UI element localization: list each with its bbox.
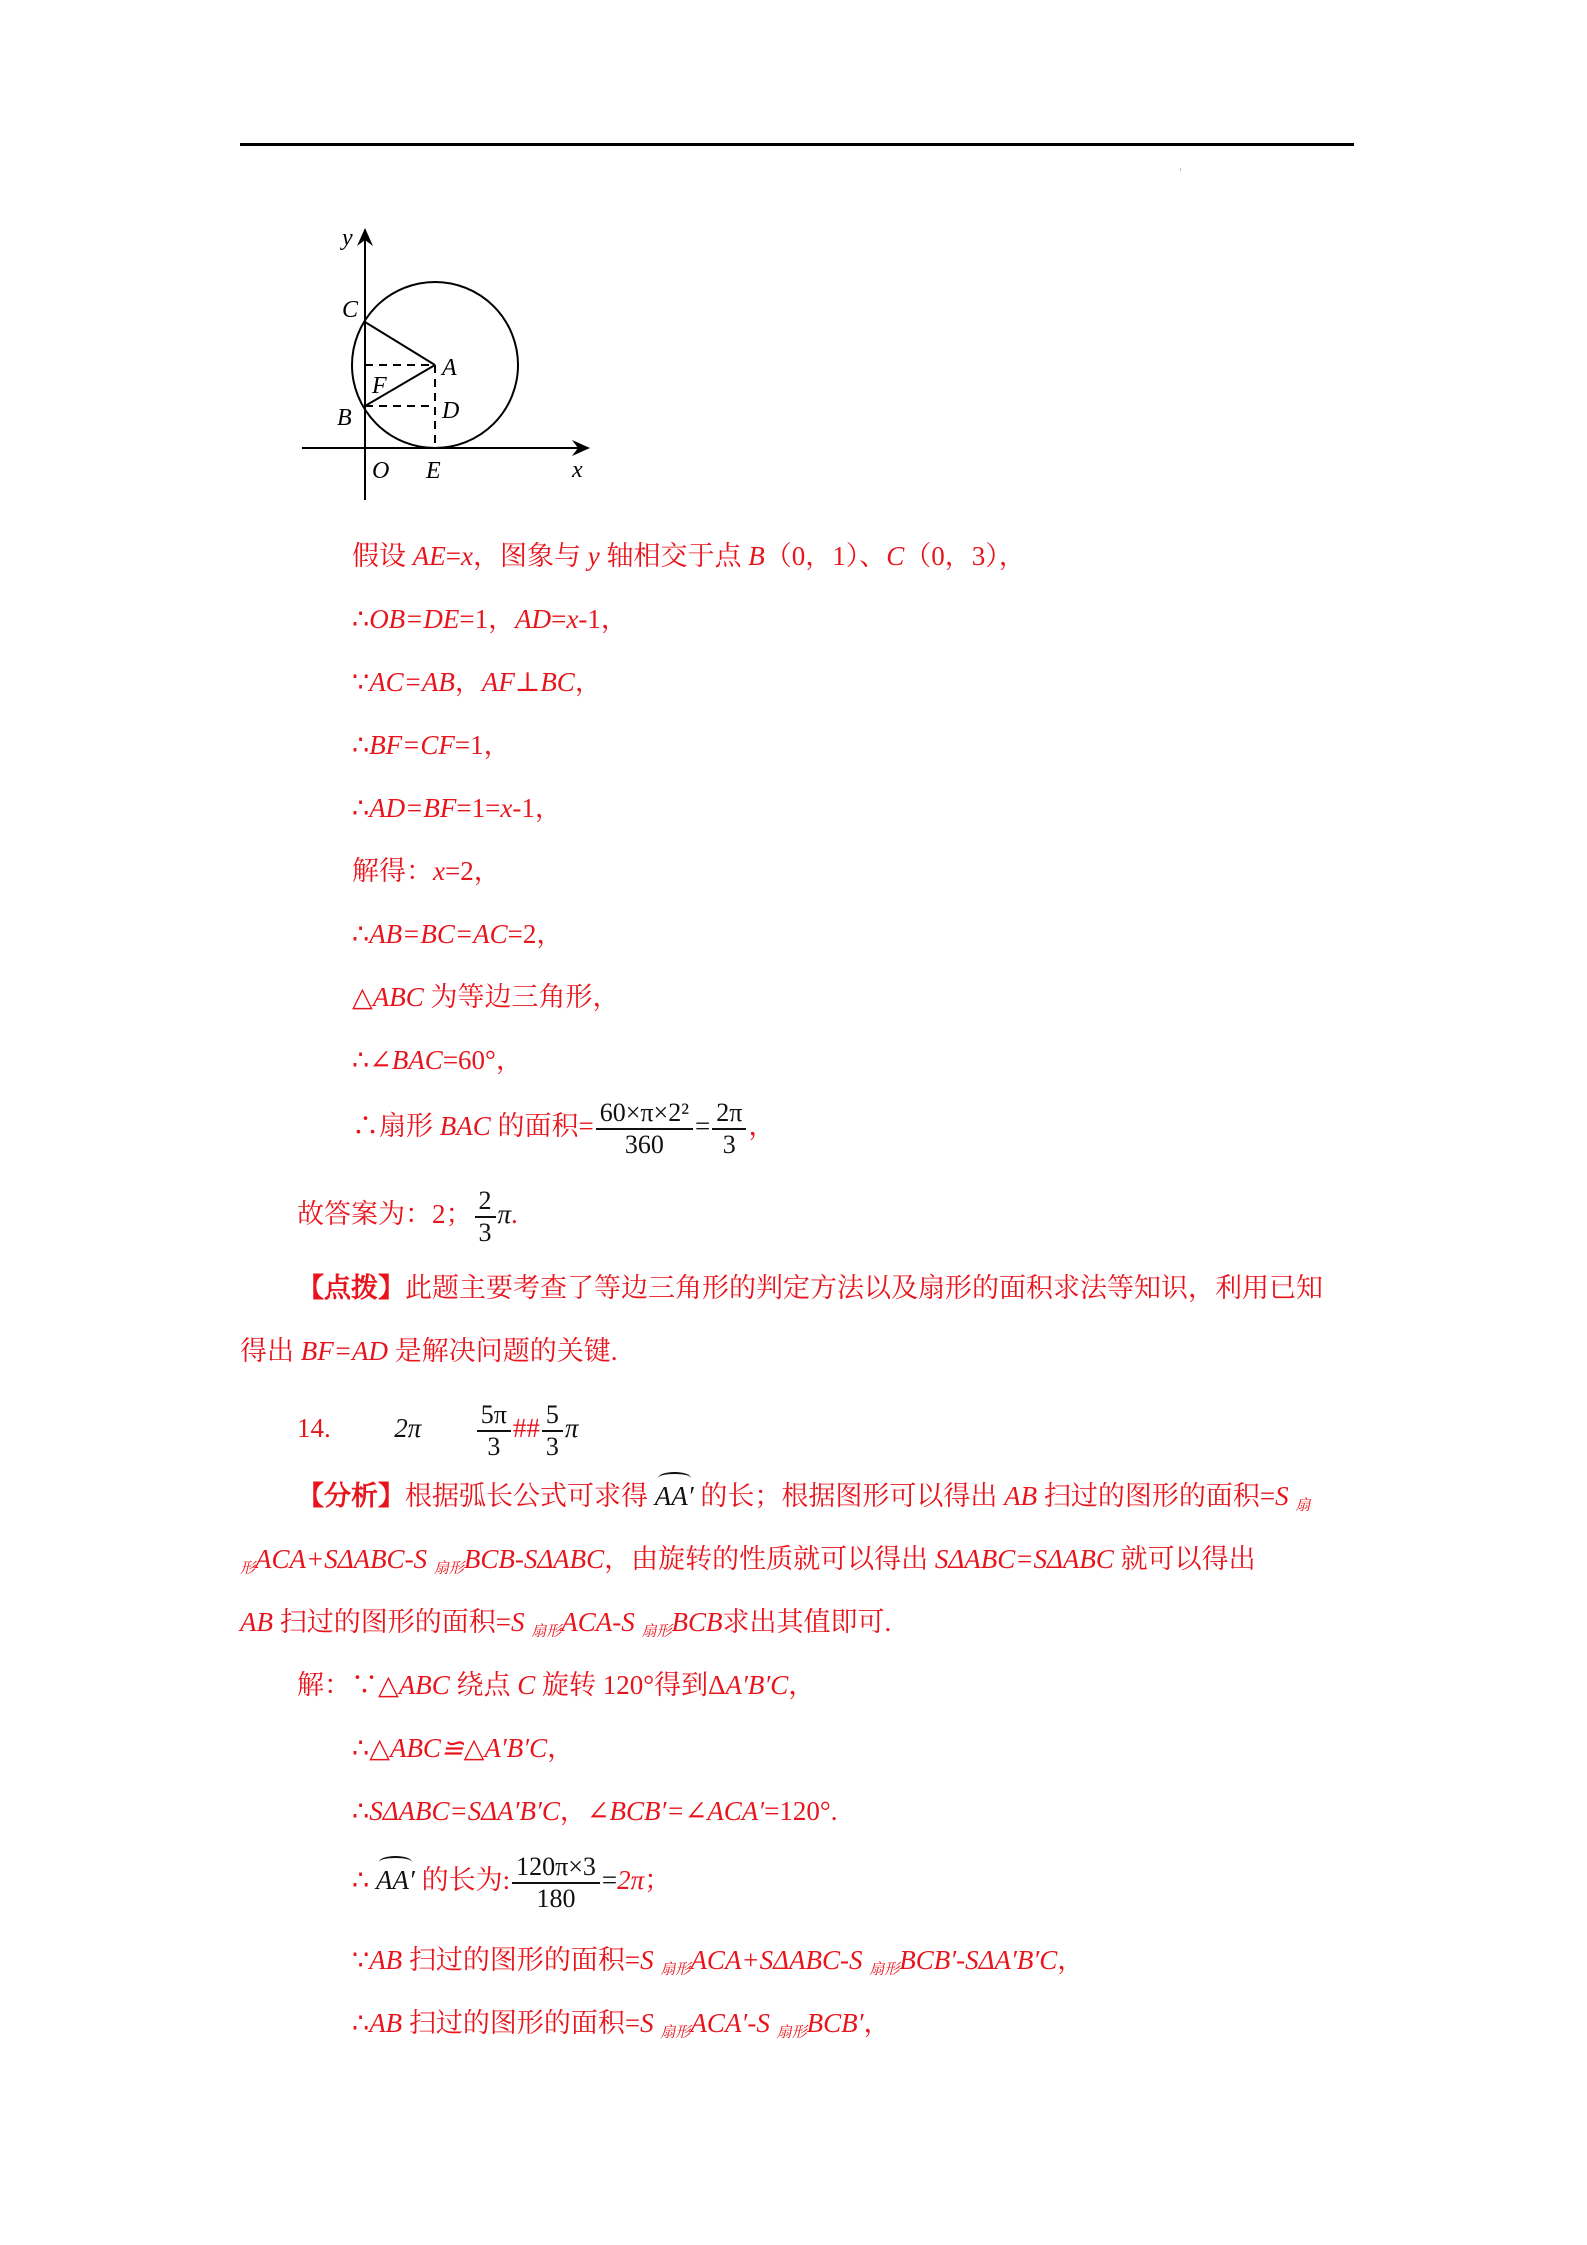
solution-line-5 (352, 790, 562, 826)
text-segment: π (564, 1413, 579, 1444)
text-segment: ∴ (352, 1733, 370, 1763)
label-y: y (342, 225, 353, 251)
text-segment: AF (481, 667, 515, 697)
text-segment: 扇形 (660, 2025, 691, 2041)
solution14-line-4 (352, 1852, 671, 1914)
text-segment: 得出 (240, 1336, 301, 1366)
label-b: B (337, 405, 352, 431)
text-segment: 的长为: (414, 1865, 511, 1896)
solution-line-7 (352, 916, 563, 952)
text-segment: =120°. (764, 1796, 838, 1826)
label-a: A (442, 355, 457, 381)
text-segment: ， (748, 1111, 776, 1142)
header-mark (1180, 168, 1181, 171)
label-f: F (372, 373, 387, 399)
tip-tag: 【点拨】 (297, 1273, 405, 1303)
text-segment: ， (574, 667, 602, 697)
analysis-line-3 (240, 1604, 891, 1650)
text-segment: ACA′-S (690, 2008, 777, 2038)
text-segment: Δ (708, 1670, 726, 1700)
label-x: x (572, 457, 583, 483)
arc-aa-prime-2: AA′ (376, 1862, 415, 1898)
text-segment: ∠BCB′=∠ACA′ (586, 1796, 765, 1826)
text-segment: ， (788, 1670, 816, 1700)
analysis-line-2 (240, 1541, 1256, 1587)
text-segment: 的面积= (490, 1111, 594, 1142)
text-segment: 扇 (1295, 1498, 1311, 1514)
text-segment: C (517, 1670, 536, 1700)
text-segment: 360 (624, 1130, 664, 1159)
text-segment: ∵ (352, 667, 370, 697)
text-segment: ∴ (352, 730, 370, 760)
text-segment: 60×π×2² (596, 1098, 693, 1130)
text-segment: ∴ (352, 793, 370, 823)
text-segment: 5π (477, 1400, 511, 1432)
text-segment: C (886, 541, 905, 571)
text-segment: BAC (439, 1111, 491, 1142)
text-segment: ∴ (352, 919, 370, 949)
text-segment: 扇形 (869, 1962, 900, 1978)
text-segment: ， (547, 1733, 575, 1763)
text-segment: ∠ (369, 1045, 392, 1075)
fraction-answer (475, 1186, 496, 1248)
text-segment: ∵ (351, 1670, 378, 1700)
text-segment: △ (352, 982, 373, 1012)
text-segment: S (640, 1945, 661, 1975)
text-segment: 扫过的图形的面积= (402, 1945, 641, 1975)
text-segment: ； (644, 1865, 672, 1896)
text-segment: ∴ (352, 2008, 370, 2038)
text-segment: SΔABC=SΔA (934, 1544, 1080, 1574)
text-segment: x (460, 541, 473, 571)
text-segment: BCB-SΔA (463, 1544, 570, 1574)
text-segment: ACA+SΔABC-S (690, 1945, 870, 1975)
text-segment: BF=AD (300, 1336, 388, 1366)
text-segment: 假设 (352, 541, 413, 571)
text-segment: A′B′C (725, 1670, 789, 1700)
fraction-5-3 (542, 1400, 563, 1462)
text-segment: ∴ (352, 1865, 370, 1896)
text-segment: 扫过的图形的面积= (402, 2008, 641, 2038)
text-segment: （0，1）、 (764, 541, 887, 571)
text-segment: ACA+SΔABC-S (255, 1544, 434, 1574)
text-segment: AD (515, 604, 552, 634)
text-segment: ACA (561, 1607, 613, 1637)
text-segment: AB (369, 1945, 403, 1975)
solution-line-1 (352, 538, 1026, 574)
solution-line-9 (352, 1042, 523, 1078)
text-segment: BF=CF (369, 730, 455, 760)
text-segment: = (551, 604, 567, 634)
text-segment: 2 (475, 1186, 496, 1218)
text-segment: ，由旋转的性质就可以得出 (604, 1544, 935, 1574)
geometry-figure (290, 215, 630, 515)
text-segment: BAC (391, 1045, 443, 1075)
fraction-arc-length (512, 1852, 600, 1914)
tip-line-2 (240, 1333, 617, 1369)
text-segment: =1， (459, 604, 516, 634)
text-segment: = (694, 1111, 711, 1142)
text-segment: B (748, 541, 765, 571)
solution14-line-3 (352, 1793, 837, 1829)
fraction-sector-area (596, 1098, 693, 1160)
text-segment: 旋转 120°得到 (535, 1670, 709, 1700)
text-segment: 此题主要考查了等边三角形的判定方法以及扇形的面积求法等知识，利用已知 (405, 1273, 1323, 1303)
text-segment: ABC (398, 1670, 450, 1700)
text-segment: B (569, 1544, 587, 1574)
header-rule (240, 143, 1354, 146)
solution-line-4 (352, 727, 511, 763)
text-segment: ∵ (352, 1945, 370, 1975)
text-segment: 求出其值即可. (722, 1607, 892, 1637)
text-segment: ⊥ (514, 667, 541, 697)
text-segment: x (433, 856, 445, 886)
answer-line (297, 1186, 518, 1248)
text-segment: ， (454, 667, 482, 697)
text-segment: BCB (671, 1607, 723, 1637)
text-segment: △ABC≌△A′B′C (369, 1733, 548, 1763)
text-segment: = (601, 1865, 618, 1896)
text-segment: x (500, 793, 513, 823)
label-d: D (442, 398, 460, 424)
text-segment: 2π (617, 1865, 645, 1896)
text-segment: ， (1057, 1945, 1085, 1975)
text-segment: C (586, 1544, 605, 1574)
text-segment: 形 (240, 1561, 256, 1577)
solution14-line-2 (352, 1730, 574, 1766)
text-segment: △ (378, 1670, 399, 1700)
solution-line-10 (352, 1098, 775, 1160)
text-segment: 就可以得出 (1113, 1544, 1256, 1574)
text-segment: 3 (487, 1432, 501, 1461)
text-segment: 是解决问题的关键. (387, 1336, 618, 1366)
text-segment: 轴相交于点 (599, 541, 749, 571)
text-segment: ∴ (352, 604, 370, 634)
solution-line-6 (352, 853, 501, 889)
solution14-line-1 (297, 1667, 815, 1703)
text-segment: S (510, 1607, 532, 1637)
text-segment: 扇形 (660, 1962, 691, 1978)
text-segment: 绕点 (449, 1670, 518, 1700)
text-segment: AB (240, 1607, 273, 1637)
text-segment: ， (863, 2008, 891, 2038)
text-segment: 2π (712, 1098, 746, 1130)
text-segment: 为等边三角形， (423, 982, 620, 1012)
text-segment: 3 (545, 1432, 559, 1461)
arc-aa-prime: AA′ (655, 1478, 694, 1514)
text-segment: （0，3）， (904, 541, 1026, 571)
text-segment: =1= (456, 793, 501, 823)
text-segment: 扇形 (379, 1111, 440, 1142)
text-segment: S (1275, 1481, 1289, 1511)
text-segment: ## (512, 1413, 540, 1444)
text-segment: AE (412, 541, 446, 571)
text-segment: BCB′ (806, 2008, 864, 2038)
text-segment: . (511, 1199, 518, 1230)
text-segment: 120π×3 (512, 1852, 600, 1884)
text-segment: x (566, 604, 579, 634)
text-segment: 2π (394, 1413, 422, 1444)
text-segment: ∴ (352, 1796, 370, 1826)
text-segment: BC (540, 667, 575, 697)
analysis-tag: 【分析】 (297, 1481, 405, 1511)
text-segment: =2， (507, 919, 564, 949)
text-segment: AD=BF (369, 793, 457, 823)
text-segment: S (640, 2008, 661, 2038)
text-segment: 扇形 (433, 1561, 464, 1577)
text-segment: y (587, 541, 600, 571)
fraction-result (712, 1098, 746, 1160)
text-segment: -1， (512, 793, 562, 823)
text-segment: -1， (578, 604, 628, 634)
text-segment: C (1095, 1544, 1114, 1574)
tip-line-1 (297, 1270, 1323, 1306)
text-segment: -S (612, 1607, 642, 1637)
text-segment: 解： (297, 1670, 351, 1700)
text-segment: 扇形 (641, 1624, 672, 1640)
text-segment: AB (1004, 1481, 1038, 1511)
solution-line-3 (352, 664, 602, 700)
solution-line-8 (352, 979, 620, 1015)
label-o: O (372, 458, 390, 484)
text-segment: 3 (722, 1130, 736, 1159)
text-segment: π (497, 1199, 512, 1230)
question-number: 14. (297, 1413, 331, 1444)
text-segment: =1， (454, 730, 511, 760)
text-segment: AB=BC=AC (369, 919, 508, 949)
solution14-line-6 (352, 2005, 891, 2051)
text-segment: ，图象与 (472, 541, 588, 571)
text-segment: OB=DE (369, 604, 460, 634)
text-segment: 解得： (352, 856, 433, 886)
label-e: E (426, 458, 441, 484)
text-segment: 3 (478, 1218, 492, 1247)
text-segment: AC=AB (369, 667, 455, 697)
text-segment: 扇形 (531, 1624, 562, 1640)
text-segment: 扫过的图形的面积= (1037, 1481, 1276, 1511)
analysis-line-1 (297, 1478, 1310, 1524)
fraction-5pi-3 (477, 1400, 511, 1462)
text-segment: ， (559, 1796, 587, 1826)
text-segment: 的长；根据图形可以得出 (693, 1481, 1005, 1511)
text-segment: 5 (542, 1400, 563, 1432)
solution14-line-5 (352, 1942, 1084, 1988)
text-segment: 根据弧长公式可求得 (405, 1481, 655, 1511)
text-segment: ∴ (352, 1045, 370, 1075)
text-segment: ∴ (352, 1111, 379, 1142)
text-segment: =60°， (442, 1045, 523, 1075)
text-segment: ABC (372, 982, 424, 1012)
text-segment: = (445, 541, 461, 571)
text-segment: BCB′-SΔA′B′C (899, 1945, 1058, 1975)
text-segment: =2， (444, 856, 501, 886)
question-14-answer (297, 1400, 578, 1462)
solution-line-2 (352, 601, 628, 637)
label-c: C (342, 297, 359, 323)
text-segment: 故答案为：2； (297, 1199, 473, 1230)
text-segment: SΔABC=SΔA′B′C (369, 1796, 560, 1826)
text-segment: B (1079, 1544, 1096, 1574)
text-segment: AB (369, 2008, 403, 2038)
text-segment: 扇形 (776, 2025, 807, 2041)
text-segment: 扫过的图形的面积= (273, 1607, 511, 1637)
text-segment: 180 (536, 1884, 576, 1913)
